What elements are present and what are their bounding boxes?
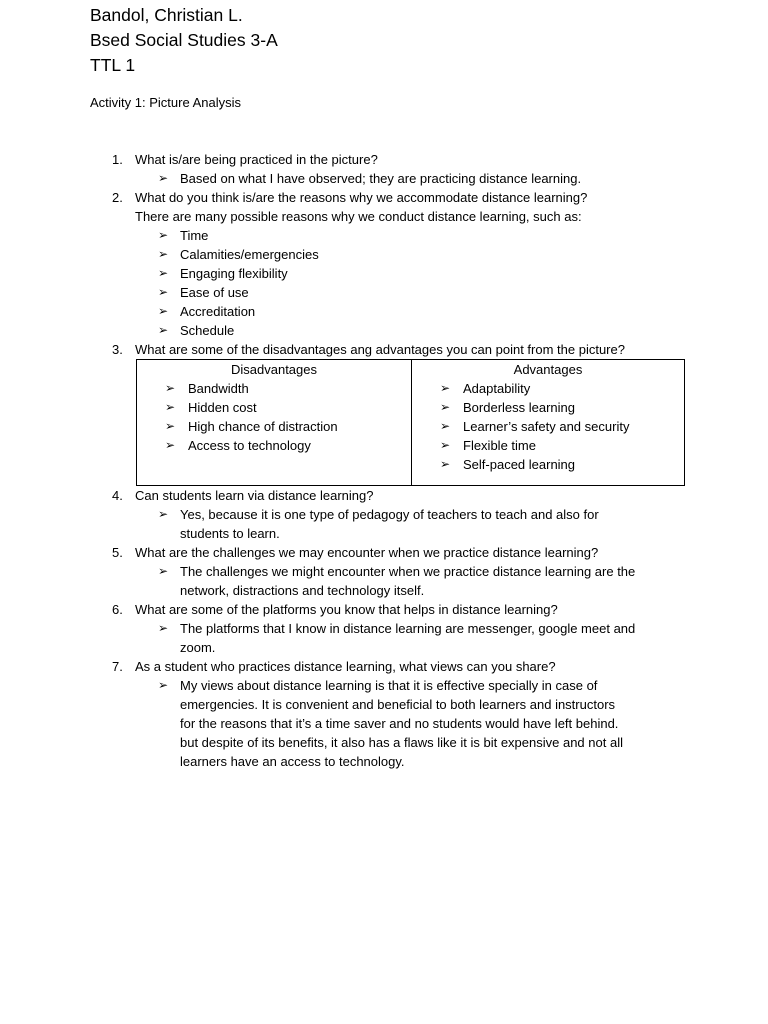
answer-text: The challenges we might encounter when we practice distance learning are the (180, 564, 636, 579)
reason-text: Engaging flexibility (180, 266, 288, 281)
answer-text: students to learn. (180, 526, 280, 541)
arrow-bullet-icon: ➢ (158, 266, 169, 280)
activity-title: Activity 1: Picture Analysis (90, 95, 241, 110)
arrow-bullet-icon: ➢ (158, 304, 169, 318)
question-1 (0, 150, 768, 169)
advantages-disadvantages-table (136, 359, 685, 486)
answer-item (0, 562, 768, 581)
answer-continuation (0, 714, 768, 733)
question-number: 1. (112, 152, 123, 167)
answer-item (0, 676, 768, 695)
advantage-text: Learner’s safety and security (463, 419, 630, 434)
answer-text: My views about distance learning is that it is effective specially in case of (180, 678, 598, 693)
disadvantage-item (137, 379, 411, 398)
advantages-column (412, 360, 684, 485)
answer-item (0, 505, 768, 524)
reason-text: Schedule (180, 323, 235, 338)
advantage-item (412, 436, 684, 455)
question-text: What is/are being practiced in the picture? (135, 152, 378, 167)
document-header (90, 3, 730, 78)
reason-item (0, 283, 768, 302)
reason-item (0, 302, 768, 321)
answer-text: zoom. (180, 640, 216, 655)
reason-text: Time (180, 228, 209, 243)
disadvantage-item (137, 436, 411, 455)
question-text: What are some of the disadvantages ang advantages you can point from the picture? (135, 342, 625, 357)
question-text: Can students learn via distance learning? (135, 488, 374, 503)
answer-text: for the reasons that it’s a time saver and no students would have left behind. (180, 716, 619, 731)
disadvantage-text: High chance of distraction (188, 419, 338, 434)
disadvantages-column (137, 360, 412, 485)
answer-text: Based on what I have observed; they are practicing distance learning. (180, 171, 582, 186)
reason-item (0, 226, 768, 245)
question-text: As a student who practices distance learning, what views can you share? (135, 659, 556, 674)
reason-item (0, 245, 768, 264)
answer-text: but despite of its benefits, it also has a flaws like it is bit expensive and not all (180, 735, 623, 750)
subject-code: TTL 1 (90, 55, 136, 75)
answer-item (0, 169, 768, 188)
advantage-text: Borderless learning (463, 400, 576, 415)
disadvantage-text: Access to technology (188, 438, 311, 453)
question-text: What are the challenges we may encounter when we practice distance learning? (135, 545, 599, 560)
arrow-bullet-icon: ➢ (158, 564, 169, 578)
answer-continuation (0, 695, 768, 714)
arrow-bullet-icon: ➢ (440, 400, 451, 414)
question-number: 5. (112, 545, 123, 560)
advantage-text: Self-paced learning (463, 457, 576, 472)
answer-continuation (0, 638, 768, 657)
advantage-item (412, 398, 684, 417)
arrow-bullet-icon: ➢ (158, 621, 169, 635)
student-name: Bandol, Christian L. (90, 5, 243, 25)
question-7 (0, 657, 768, 676)
question-4 (0, 486, 768, 505)
question-6 (0, 600, 768, 619)
arrow-bullet-icon: ➢ (158, 171, 169, 185)
question-number: 3. (112, 342, 123, 357)
arrow-bullet-icon: ➢ (158, 323, 169, 337)
question-number: 2. (112, 190, 123, 205)
advantage-text: Flexible time (463, 438, 536, 453)
advantage-item (412, 417, 684, 436)
arrow-bullet-icon: ➢ (165, 438, 176, 452)
arrow-bullet-icon: ➢ (440, 419, 451, 433)
question-number: 7. (112, 659, 123, 674)
disadvantage-text: Hidden cost (188, 400, 257, 415)
arrow-bullet-icon: ➢ (440, 438, 451, 452)
answer-text: network, distractions and technology itself. (180, 583, 425, 598)
question-3 (0, 340, 768, 359)
advantage-item (412, 379, 684, 398)
disadvantages-header: Disadvantages (231, 362, 317, 377)
answer-text: Yes, because it is one type of pedagogy of teachers to teach and also for (180, 507, 599, 522)
answer-intro (0, 207, 768, 226)
arrow-bullet-icon: ➢ (158, 228, 169, 242)
advantage-text: Adaptability (463, 381, 531, 396)
answer-continuation (0, 581, 768, 600)
answer-text: The platforms that I know in distance learning are messenger, google meet and (180, 621, 636, 636)
student-course: Bsed Social Studies 3-A (90, 30, 278, 50)
arrow-bullet-icon: ➢ (165, 419, 176, 433)
reason-text: Ease of use (180, 285, 249, 300)
disadvantage-text: Bandwidth (188, 381, 249, 396)
reason-item (0, 321, 768, 340)
advantage-item (412, 455, 684, 474)
question-2 (0, 188, 768, 207)
question-list (0, 150, 768, 771)
question-text: What are some of the platforms you know that helps in distance learning? (135, 602, 558, 617)
answer-text: emergencies. It is convenient and beneficial to both learners and instructors (180, 697, 616, 712)
arrow-bullet-icon: ➢ (158, 678, 169, 692)
arrow-bullet-icon: ➢ (158, 247, 169, 261)
question-5 (0, 543, 768, 562)
question-number: 4. (112, 488, 123, 503)
question-text: What do you think is/are the reasons why we accommodate distance learning? (135, 190, 588, 205)
answer-intro-text: There are many possible reasons why we conduct distance learning, such as: (135, 209, 582, 224)
answer-continuation (0, 752, 768, 771)
arrow-bullet-icon: ➢ (158, 507, 169, 521)
reason-text: Calamities/emergencies (180, 247, 319, 262)
arrow-bullet-icon: ➢ (165, 400, 176, 414)
arrow-bullet-icon: ➢ (440, 457, 451, 471)
answer-continuation (0, 524, 768, 543)
disadvantage-item (137, 398, 411, 417)
arrow-bullet-icon: ➢ (440, 381, 451, 395)
answer-continuation (0, 733, 768, 752)
reason-text: Accreditation (180, 304, 256, 319)
advantages-header: Advantages (513, 362, 583, 377)
answer-text: learners have an access to technology. (180, 754, 405, 769)
arrow-bullet-icon: ➢ (158, 285, 169, 299)
disadvantage-item (137, 417, 411, 436)
answer-item (0, 619, 768, 638)
question-number: 6. (112, 602, 123, 617)
reason-item (0, 264, 768, 283)
arrow-bullet-icon: ➢ (165, 381, 176, 395)
